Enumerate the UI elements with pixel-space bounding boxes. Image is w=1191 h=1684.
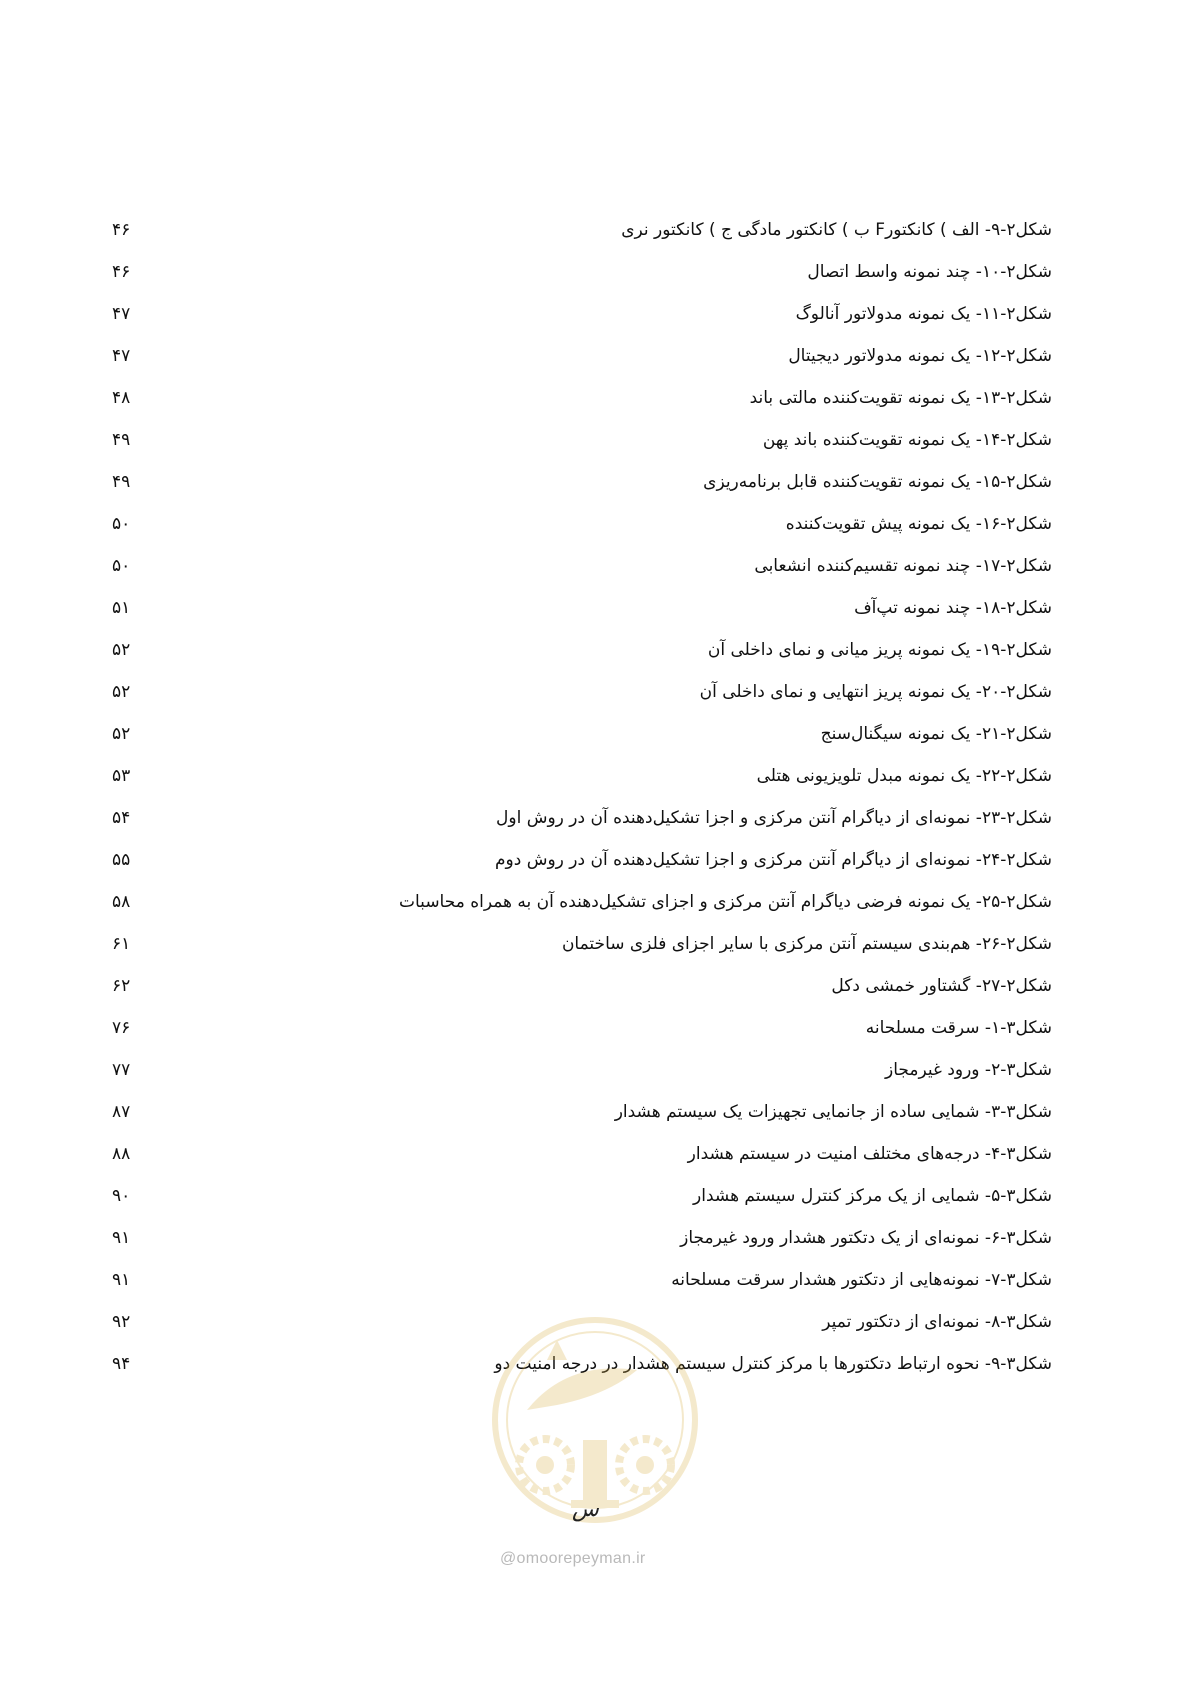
toc-entry-title: شکل۲-۱۰- چند نمونه واسط اتصال <box>807 262 1052 282</box>
toc-page-number: ۷۶ <box>112 1018 131 1038</box>
toc-entry-title: شکل۳-۹- نحوه ارتباط دتکتورها با مرکز کنترل سیستم هشدار در درجه امنیت دو <box>494 1354 1052 1374</box>
toc-entry <box>112 341 1052 371</box>
toc-entry <box>112 509 1052 539</box>
toc-entry-title: شکل۲-۲۴- نمونه‌ای از دیاگرام آنتن مرکزی و اجزا تشکیل‌دهنده آن در روش دوم <box>495 850 1052 870</box>
toc-page-number: ۹۰ <box>112 1186 131 1206</box>
toc-entry-title: شکل۲-۱۳- یک نمونه تقویت‌کننده مالتی باند <box>749 388 1052 408</box>
toc-page-number: ۵۰ <box>112 514 131 534</box>
toc-page-number: ۵۲ <box>112 724 131 744</box>
toc-entry <box>112 887 1052 917</box>
toc-entry-title: شکل۳-۶- نمونه‌ای از یک دتکتور هشدار ورود غیرمجاز <box>680 1228 1052 1248</box>
toc-page-number: ۵۸ <box>112 892 131 912</box>
toc-page-number: ۷۷ <box>112 1060 131 1080</box>
toc-entry <box>112 1013 1052 1043</box>
toc-entry-title: شکل۲-۲۱- یک نمونه سیگنال‌سنج <box>820 724 1052 744</box>
watermark-url-text: omoorepeyman.ir <box>516 1550 646 1567</box>
toc-page-number: ۹۲ <box>112 1312 131 1332</box>
toc-page-number: ۵۲ <box>112 682 131 702</box>
toc-entry <box>112 1223 1052 1253</box>
toc-entry <box>112 257 1052 287</box>
toc-page-number: ۴۶ <box>112 262 131 282</box>
toc-entry-title: شکل۲-۱۶- یک نمونه پیش تقویت‌کننده <box>785 514 1052 534</box>
toc-entry <box>112 299 1052 329</box>
toc-entry-title: شکل۲-۱۸- چند نمونه تپ‌آف <box>854 598 1052 618</box>
toc-page-number: ۸۸ <box>112 1144 131 1164</box>
toc-entry-title: شکل۳-۷- نمونه‌هایی از دتکتور هشدار سرقت مسلحانه <box>671 1270 1052 1290</box>
toc-page-number: ۵۵ <box>112 850 131 870</box>
toc-entry-title: شکل۳-۱- سرقت مسلحانه <box>865 1018 1052 1038</box>
toc-entry-title: شکل۲-۲۳- نمونه‌ای از دیاگرام آنتن مرکزی و اجزا تشکیل‌دهنده آن در روش اول <box>496 808 1052 828</box>
toc-entry-title: شکل۳-۸- نمونه‌ای از دتکتور تمپر <box>822 1312 1052 1332</box>
toc-entry-title: شکل۲-۲۶- هم‌بندی سیستم آنتن مرکزی با سایر اجزای فلزی ساختمان <box>561 934 1052 954</box>
toc-entry-title: شکل۳-۵- شمایی از یک مرکز کنترل سیستم هشدار <box>693 1186 1052 1206</box>
toc-page-number: ۵۲ <box>112 640 131 660</box>
toc-entry-title: شکل۲-۱۹- یک نمونه پریز میانی و نمای داخلی آن <box>707 640 1052 660</box>
toc-page-number: ۴۷ <box>112 304 131 324</box>
toc-page-number: ۹۱ <box>112 1228 131 1248</box>
toc-entry <box>112 719 1052 749</box>
toc-entry <box>112 929 1052 959</box>
toc-page-number: ۴۶ <box>112 220 131 240</box>
toc-entry <box>112 761 1052 791</box>
toc-page-number: ۶۲ <box>112 976 131 996</box>
toc-entry-title: شکل۲-۹- الف ) کانکتورF ب ) کانکتور مادگی ج ) کانکتور نری <box>621 220 1052 240</box>
toc-page-number: ۴۹ <box>112 430 131 450</box>
toc-entry-title: شکل۲-۲۵- یک نمونه فرضی دیاگرام آنتن مرکزی و اجزای تشکیل‌دهنده آن به همراه محاسبات <box>399 892 1052 912</box>
toc-entry-title: شکل۲-۲۰- یک نمونه پریز انتهایی و نمای داخلی آن <box>699 682 1052 702</box>
toc-entry <box>112 593 1052 623</box>
toc-page-number: ۵۴ <box>112 808 131 828</box>
toc-entry-title: شکل۳-۳- شمایی ساده از جانمایی تجهیزات یک سیستم هشدار <box>614 1102 1052 1122</box>
toc-entry-title: شکل۲-۱۷- چند نمونه تقسیم‌کننده انشعابی <box>754 556 1052 576</box>
toc-entry <box>112 971 1052 1001</box>
watermark-url <box>500 1550 646 1568</box>
toc-entry-title: شکل۲-۱۵- یک نمونه تقویت‌کننده قابل برنامه‌ریزی <box>703 472 1052 492</box>
toc-page-number: ۹۴ <box>112 1354 131 1374</box>
toc-entry <box>112 845 1052 875</box>
toc-entry-title: شکل۳-۲- ورود غیرمجاز <box>885 1060 1052 1080</box>
toc-entry <box>112 803 1052 833</box>
toc-entry <box>112 425 1052 455</box>
toc-page-number: ۵۳ <box>112 766 131 786</box>
toc-entry-title: شکل۲-۲۷- گشتاور خمشی دکل <box>831 976 1052 996</box>
toc-entry <box>112 1097 1052 1127</box>
at-icon: @ <box>500 1550 517 1567</box>
toc-entry <box>112 1349 1052 1379</box>
toc-entry <box>112 215 1052 245</box>
toc-entry <box>112 1265 1052 1295</box>
toc-page-number: ۸۷ <box>112 1102 131 1122</box>
toc-page-number: ۵۰ <box>112 556 131 576</box>
toc-entry <box>112 551 1052 581</box>
toc-entry-title: شکل۲-۱۱- یک نمونه مدولاتور آنالوگ <box>795 304 1052 324</box>
toc-entry <box>112 1055 1052 1085</box>
toc-page-number: ۴۸ <box>112 388 131 408</box>
toc-entry <box>112 1307 1052 1337</box>
toc-entry <box>112 467 1052 497</box>
toc-page-number: ۵۱ <box>112 598 131 618</box>
toc-page-number: ۴۷ <box>112 346 131 366</box>
page-number-letter: س <box>572 1497 599 1522</box>
toc-page-number: ۴۹ <box>112 472 131 492</box>
toc-entry <box>112 383 1052 413</box>
toc-entry-title: شکل۲-۲۲- یک نمونه مبدل تلویزیونی هتلی <box>756 766 1052 786</box>
toc-page-number: ۶۱ <box>112 934 131 954</box>
toc-entry-title: شکل۲-۱۲- یک نمونه مدولاتور دیجیتال <box>788 346 1052 366</box>
toc-entry <box>112 677 1052 707</box>
toc-entry <box>112 1139 1052 1169</box>
toc-entry <box>112 635 1052 665</box>
toc-entry-title: شکل۳-۴- درجه‌های مختلف امنیت در سیستم هشدار <box>687 1144 1052 1164</box>
toc-entry-title: شکل۲-۱۴- یک نمونه تقویت‌کننده باند پهن <box>762 430 1052 450</box>
toc-page-number: ۹۱ <box>112 1270 131 1290</box>
toc-entry <box>112 1181 1052 1211</box>
